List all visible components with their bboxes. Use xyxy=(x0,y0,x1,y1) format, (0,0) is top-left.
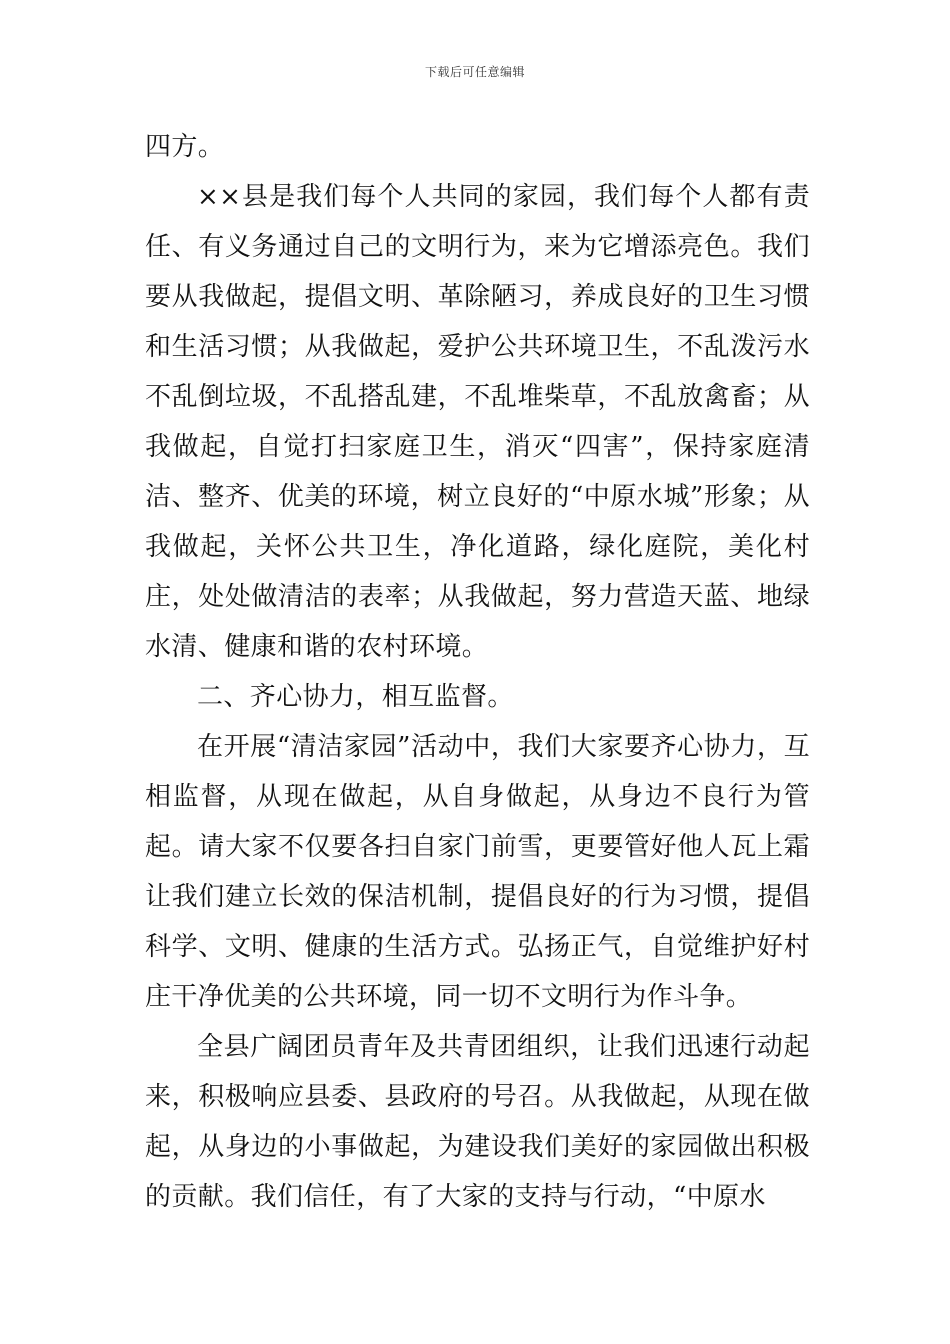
document-body xyxy=(145,122,810,1222)
page-header-note: 下载后可任意编辑 xyxy=(424,65,525,79)
paragraph-county-home: ××县是我们每个人共同的家园，我们每个人都有责任、有义务通过自己的文明行为，来为它增添亮色。我们要从我做起，提倡文明、革除陋习，养成良好的卫生习惯和生活习惯；从我做起，爱护公共环境卫生，不乱泼污水不乱倒垃圾，不乱搭乱建，不乱堆柴草，不乱放禽畜；从我做起，自觉打扫家庭卫生，消灭“四害”，保持家庭清洁、整齐、优美的环境，树立良好的“中原水城”形象；从我做起，关怀公共卫生，净化道路，绿化庭院，美化村庄，处处做清洁的表率；从我做起，努力营造天蓝、地绿水清、健康和谐的农村环境。 xyxy=(145,182,810,662)
paragraph-mutual-supervision: 在开展“清洁家园”活动中，我们大家要齐心协力，互相监督，从现在做起，从自身做起，从身边不良行为管起。请大家不仅要各扫自家门前雪，更要管好他人瓦上霜让我们建立长效的保洁机制，提倡良好的行为习惯，提倡科学、文明、健康的生活方式。弘扬正气，自觉维护好村庄干净优美的公共环境，同一切不文明行为作斗争。 xyxy=(145,732,810,1012)
paragraph-continuation: 四方。 xyxy=(145,132,225,162)
section-heading-two: 二、齐心协力，相互监督。 xyxy=(197,682,514,712)
paragraph-call-to-action: 全县广阔团员青年及共青团组织，让我们迅速行动起来，积极响应县委、县政府的号召。从我做起，从现在做起，从身边的小事做起，为建设我们美好的家园做出积极的贡献。我们信任，有了大家的支持与行动，“中原水 xyxy=(145,1032,810,1212)
